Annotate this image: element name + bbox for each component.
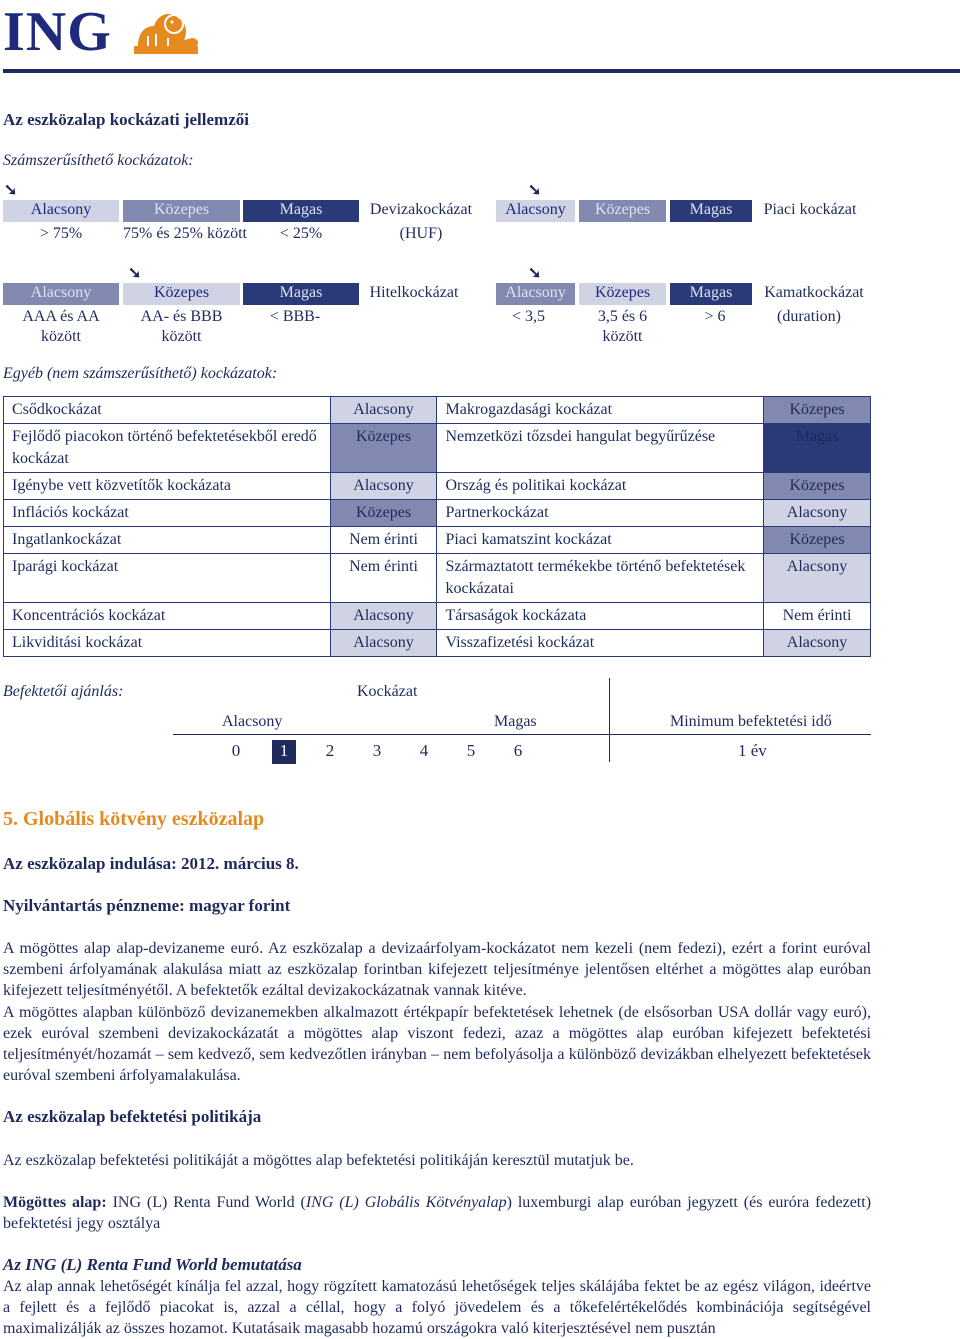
- risk-scale-3: 3: [372, 741, 382, 760]
- risk-level-left: Nem érinti: [330, 527, 437, 554]
- risk-row: [4, 603, 871, 630]
- ing-logo-text: ING: [3, 1, 112, 63]
- risk-section-title: Az eszközalap kockázati jellemzői: [3, 110, 249, 129]
- risk-row: [4, 473, 871, 500]
- recommendation-label: Befektetői ajánlás:: [3, 683, 124, 700]
- risk-level-left: Nem érinti: [330, 554, 437, 603]
- risk-row: [4, 527, 871, 554]
- risk-name-right: Partnerkockázat: [437, 500, 764, 527]
- underlying-label: Mögöttes alap:: [3, 1194, 107, 1211]
- credit-risk-name: Hitelkockázat: [369, 284, 459, 301]
- credit-risk-low: Alacsony: [3, 283, 119, 305]
- interest-risk-high: Magas: [670, 283, 752, 305]
- credit-risk-low-value: AAA és AA között: [22, 308, 100, 345]
- recommendation-divider: [609, 678, 610, 762]
- risk-row: [4, 397, 871, 424]
- currency-risk-medium-value: 75% és 25% között: [123, 225, 247, 242]
- risk-level-right: Alacsony: [764, 554, 871, 603]
- quantifiable-risks-label: Számszerűsíthető kockázatok:: [3, 152, 194, 169]
- risk-scale-2: 2: [325, 741, 335, 760]
- risk-name-right: Makrogazdasági kockázat: [437, 397, 764, 424]
- credit-risk-medium: Közepes: [123, 283, 240, 305]
- underlying-text-c: ) luxemburgi alap euróban jegyzett (és euróra fedezett) befektetési jegy osztálya: [3, 1194, 872, 1232]
- fund-intro-text: Az alap annak lehetőségét kínálja fel azzal, hogy rögzített kamatozású lehetőségek teljes skálájába fektet be az egész világon, ideértve a fejlett és a fejlődő piacokat is, azzal a céllal, hogy a folyó jövedelem és a tőkefelértékelődés kombinációja segítségével maximalizálják az összes hozamot. Kutatásaik magasabb hozamú országokra való kiterjesztésével nem pusztán: [3, 1278, 871, 1337]
- arrow-down-right-icon: ➘: [528, 265, 542, 282]
- risk-low-label: Alacsony: [222, 713, 283, 730]
- risk-row: [4, 500, 871, 527]
- interest-risk-low: Alacsony: [496, 283, 575, 305]
- risk-name-right: Társaságok kockázata: [437, 603, 764, 630]
- credit-risk-high-value: < BBB-: [269, 308, 321, 325]
- arrow-down-right-icon: ➘: [4, 182, 18, 199]
- currency-risk-high: Magas: [243, 200, 359, 222]
- paragraph-currency-risk: A mögöttes alap alap-devizaneme euró. Az eszközalap a devizaárfolyam-kockázatot nem kezeli (nem fedezi), ezért a forint euróval szembeni árfolyamának alakulása miatt az eszközalap forintban kifejezett teljesítménye jelentősen eltérhet a mögöttes alap euróban kifejezett teljesítményétől. A befektetők ezáltal devizakockázatnak vannak kitéve.: [3, 940, 871, 999]
- market-risk-medium: Közepes: [579, 200, 666, 222]
- arrow-down-right-icon: ➘: [128, 265, 142, 282]
- risk-high-label: Magas: [494, 713, 537, 730]
- risk-level-left: Alacsony: [330, 473, 437, 500]
- fund-start-date: Az eszközalap indulása: 2012. március 8.: [3, 854, 299, 873]
- risk-scale-label: Kockázat: [357, 683, 418, 700]
- risk-level-right: Alacsony: [764, 630, 871, 657]
- risk-scale-5: 5: [466, 741, 476, 760]
- interest-risk-sub: (duration): [777, 308, 841, 325]
- paragraph-hedging: A mögöttes alapban különböző devizanemekben alkalmazott értékpapír befektetések lehetnek (de elsősorban USA dollár vagy euró), ezek euróval szembeni devizakockázatát a mögöttes alap viszont fedezi, azaz a mögöttes alap euróban kifejezett befektetési teljesítményét/hozamát – sem kedvező, sem kedvezőtlen irányban – nem befolyásolja a különböző devizákban elhelyezett befektetések euróval szembeni árfolyamalakulása.: [3, 1004, 871, 1084]
- risk-name-left: Ingatlankockázat: [4, 527, 331, 554]
- risk-level-left: Alacsony: [330, 397, 437, 424]
- market-risk-high: Magas: [670, 200, 752, 222]
- currency-risk-high-value: < 25%: [279, 225, 323, 242]
- market-risk-name: Piaci kockázat: [763, 201, 857, 218]
- risk-level-left: Közepes: [330, 500, 437, 527]
- risk-name-right: Visszafizetési kockázat: [437, 630, 764, 657]
- other-risks-table: [3, 396, 871, 657]
- underlying-fund: [3, 1192, 871, 1234]
- risk-name-left: Fejlődő piacokon történő befektetésekből eredő kockázat: [4, 424, 331, 473]
- risk-level-right: Alacsony: [764, 500, 871, 527]
- risk-name-right: Piaci kamatszint kockázat: [437, 527, 764, 554]
- credit-risk-high: Magas: [243, 283, 359, 305]
- other-risks-label: Egyéb (nem számszerűsíthető) kockázatok:: [3, 365, 278, 382]
- risk-row: [4, 424, 871, 473]
- market-risk-low: Alacsony: [496, 200, 575, 222]
- fund-title: 5. Globális kötvény eszközalap: [3, 808, 265, 830]
- fund-currency: Nyilvántartás pénzneme: magyar forint: [3, 896, 291, 915]
- underlying-text-italic: ING (L) Globális Kötvényalap: [305, 1194, 507, 1211]
- credit-risk-medium-value: AA- és BBB között: [140, 308, 223, 345]
- policy-text: Az eszközalap befektetési politikáját a mögöttes alap befektetési politikáján keresztül mutatjuk be.: [3, 1152, 634, 1169]
- interest-risk-medium: Közepes: [579, 283, 666, 305]
- fund-intro-title: Az ING (L) Renta Fund World bemutatása: [3, 1255, 302, 1274]
- risk-name-right: Ország és politikai kockázat: [437, 473, 764, 500]
- currency-risk-medium: Közepes: [123, 200, 240, 222]
- risk-scale-1: 1: [272, 740, 296, 764]
- risk-name-left: Inflációs kockázat: [4, 500, 331, 527]
- interest-risk-high-value: > 6: [704, 308, 726, 325]
- interest-risk-medium-value: 3,5 és 6 között: [597, 308, 648, 345]
- risk-name-left: Iparági kockázat: [4, 554, 331, 603]
- underlying-text-a: ING (L) Renta Fund World (: [106, 1194, 306, 1211]
- risk-name-left: Igénybe vett közvetítők kockázata: [4, 473, 331, 500]
- risk-level-right: Közepes: [764, 397, 871, 424]
- policy-title: Az eszközalap befektetési politikája: [3, 1107, 262, 1126]
- risk-level-right: Nem érinti: [764, 603, 871, 630]
- risk-row: [4, 630, 871, 657]
- lion-logo-icon: [128, 4, 204, 56]
- risk-level-left: Közepes: [330, 424, 437, 473]
- risk-row: [4, 554, 871, 603]
- header-divider: [3, 69, 960, 73]
- risk-scale-6: 6: [513, 741, 523, 760]
- risk-scale-0: 0: [231, 741, 241, 760]
- currency-risk-low: Alacsony: [3, 200, 119, 222]
- min-investment-value: 1 év: [738, 741, 767, 760]
- risk-name-left: Koncentrációs kockázat: [4, 603, 331, 630]
- interest-risk-low-value: < 3,5: [511, 308, 546, 325]
- risk-name-right: Nemzetközi tőzsdei hangulat begyűrűzése: [437, 424, 764, 473]
- currency-risk-name: Devizakockázat: [369, 201, 473, 218]
- risk-level-right: Közepes: [764, 527, 871, 554]
- risk-level-left: Alacsony: [330, 630, 437, 657]
- risk-name-left: Likviditási kockázat: [4, 630, 331, 657]
- currency-risk-sub: (HUF): [399, 225, 443, 242]
- header: [0, 0, 960, 76]
- currency-risk-low-value: > 75%: [39, 225, 83, 242]
- risk-name-right: Származtatott termékekbe történő befektetések kockázatai: [437, 554, 764, 603]
- risk-name-left: Csődkockázat: [4, 397, 331, 424]
- risk-level-right: Magas: [764, 424, 871, 473]
- risk-level-left: Alacsony: [330, 603, 437, 630]
- risk-scale-4: 4: [419, 741, 429, 760]
- arrow-down-right-icon: ➘: [528, 182, 542, 199]
- scale-line: [173, 734, 871, 735]
- risk-level-right: Közepes: [764, 473, 871, 500]
- interest-risk-name: Kamatkockázat: [764, 284, 864, 301]
- min-investment-label: Minimum befektetési idő: [670, 713, 832, 730]
